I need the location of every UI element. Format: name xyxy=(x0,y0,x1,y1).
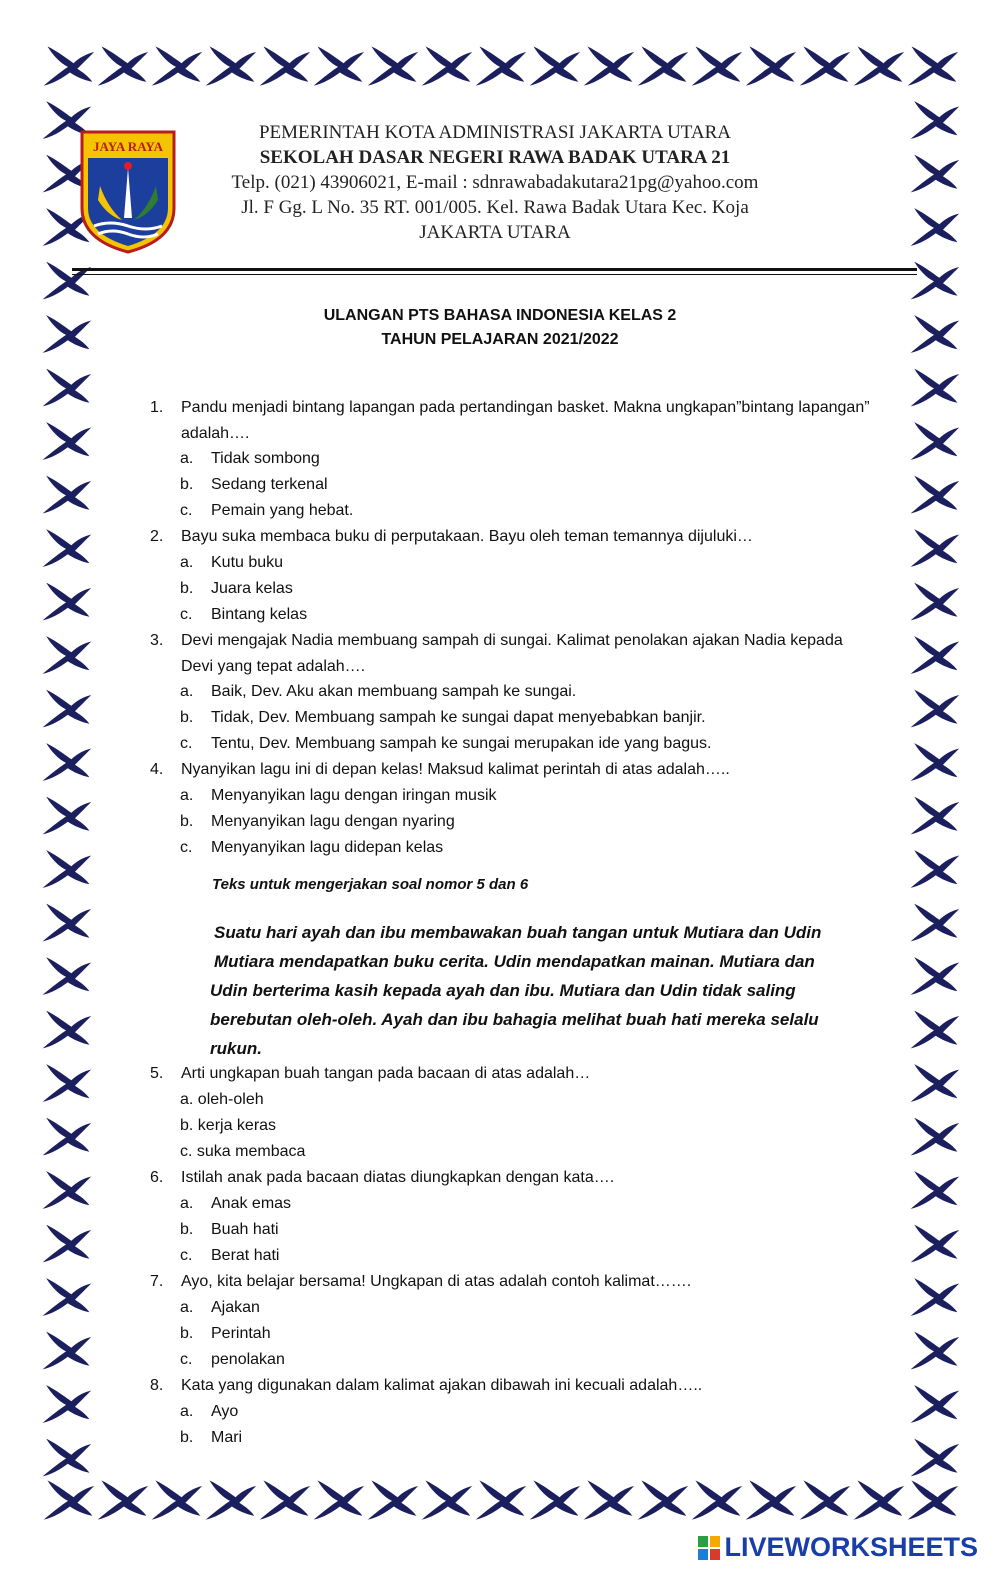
swallow-icon xyxy=(911,155,960,193)
question-number: 4. xyxy=(150,761,164,778)
question-text: Devi mengajak Nadia membuang sampah di sungai. Kalimat penolakan ajakan Nadia kepada Devi yang tepat adalah…. xyxy=(181,632,843,675)
swallow-icon xyxy=(476,1480,526,1519)
option-5b[interactable]: b. kerja keras xyxy=(180,1117,277,1134)
swallow-icon xyxy=(800,1480,850,1519)
option-text: Baik, Dev. Aku akan membuang sampah ke sungai. xyxy=(211,683,577,700)
option-5c[interactable]: c. suka membaca xyxy=(180,1143,306,1160)
option-text: Mari xyxy=(211,1429,243,1446)
option-letter: c. xyxy=(180,1247,193,1264)
swallow-icon xyxy=(746,1480,796,1519)
question-text: Arti ungkapan buah tangan pada bacaan di atas adalah… xyxy=(181,1065,591,1082)
swallow-icon xyxy=(911,797,960,835)
header-city: JAKARTA UTARA xyxy=(419,222,571,243)
swallow-icon xyxy=(206,1480,256,1519)
swallow-icon xyxy=(911,957,960,995)
option-letter: b. xyxy=(180,709,194,726)
swallow-icon xyxy=(854,1480,904,1519)
header-address: Jl. F Gg. L No. 35 RT. 001/005. Kel. Rawa Badak Utara Kec. Koja xyxy=(241,197,749,218)
option-text: Sedang terkenal xyxy=(211,476,328,493)
swallow-icon xyxy=(44,1480,94,1519)
swallow-icon xyxy=(43,476,92,514)
swallow-icon xyxy=(911,904,960,942)
swallow-icon xyxy=(43,583,92,621)
swallow-icon xyxy=(43,797,92,835)
passage-line: Mutiara mendapatkan buku cerita. Udin mendapatkan mainan. Mutiara dan xyxy=(214,952,815,971)
swallow-icon xyxy=(43,850,92,888)
option-text: Menyanyikan lagu dengan nyaring xyxy=(211,813,455,830)
swallow-icon xyxy=(43,1011,92,1049)
swallow-icon xyxy=(43,1118,92,1156)
swallow-icon xyxy=(638,1480,688,1519)
swallow-icon xyxy=(43,1439,92,1477)
option-text: Menyanyikan lagu dengan iringan musik xyxy=(211,787,497,804)
swallow-icon xyxy=(43,1278,92,1316)
jakarta-logo xyxy=(78,128,178,254)
question-number: 8. xyxy=(150,1377,164,1394)
option-letter: b. xyxy=(180,1429,194,1446)
swallow-icon xyxy=(152,46,202,85)
option-text: Tidak sombong xyxy=(211,450,320,467)
swallow-icon xyxy=(911,1171,960,1209)
exam-title-line2: TAHUN PELAJARAN 2021/2022 xyxy=(381,331,619,348)
question-number: 3. xyxy=(150,632,164,649)
option-letter: b. xyxy=(180,813,194,830)
passage-line: Udin berterima kasih kepada ayah dan ibu. Mutiara dan Udin tidak saling xyxy=(210,981,796,1000)
swallow-icon xyxy=(911,1439,960,1477)
header-divider-thick xyxy=(72,268,917,271)
swallow-icon xyxy=(911,101,960,139)
swallow-icon xyxy=(911,850,960,888)
swallow-icon xyxy=(746,46,796,85)
swallow-icon xyxy=(43,1332,92,1370)
swallow-icon xyxy=(422,1480,472,1519)
swallow-icon xyxy=(911,262,960,300)
swallow-icon xyxy=(43,315,92,353)
option-text: Kutu buku xyxy=(211,554,284,571)
option-letter: c. xyxy=(180,502,193,519)
swallow-icon xyxy=(584,46,634,85)
swallow-icon xyxy=(911,315,960,353)
question-number: 2. xyxy=(150,528,164,545)
question-text: Nyanyikan lagu ini di depan kelas! Maksud kalimat perintah di atas adalah….. xyxy=(181,761,730,778)
reading-passage xyxy=(210,918,870,1063)
question-text: Kata yang digunakan dalam kalimat ajakan dibawah ini kecuali adalah….. xyxy=(181,1377,703,1394)
option-text: Berat hati xyxy=(211,1247,280,1264)
option-letter: a. xyxy=(180,554,194,571)
swallow-icon xyxy=(368,46,418,85)
exam-title-line1: ULANGAN PTS BAHASA INDONESIA KELAS 2 xyxy=(323,307,677,324)
swallow-icon xyxy=(692,1480,742,1519)
option-letter: a. xyxy=(180,1403,194,1420)
swallow-icon xyxy=(911,1011,960,1049)
passage-line: berebutan oleh-oleh. Ayah dan ibu bahagia melihat buah hati mereka selalu xyxy=(210,1010,819,1029)
question-number: 1. xyxy=(150,399,164,416)
swallow-icon xyxy=(911,1118,960,1156)
swallow-icon xyxy=(43,957,92,995)
exam-title xyxy=(100,304,900,352)
swallow-icon xyxy=(422,46,472,85)
swallow-icon xyxy=(43,690,92,728)
swallow-icon xyxy=(911,369,960,407)
question-text: Bayu suka membaca buku di perputakaan. Bayu oleh teman temannya dijuluki… xyxy=(181,528,753,545)
swallow-icon xyxy=(911,690,960,728)
liveworksheets-logo-icon xyxy=(698,1536,720,1560)
option-text: Tidak, Dev. Membuang sampah ke sungai dapat menyebabkan banjir. xyxy=(211,709,706,726)
option-text: penolakan xyxy=(211,1351,285,1368)
question-number: 5. xyxy=(150,1065,164,1082)
header-divider-thin xyxy=(72,274,917,275)
swallow-icon xyxy=(43,1385,92,1423)
option-text: Bintang kelas xyxy=(211,606,308,623)
header-government: PEMERINTAH KOTA ADMINISTRASI JAKARTA UTARA xyxy=(258,122,731,143)
swallow-icon xyxy=(908,1480,958,1519)
question-number: 7. xyxy=(150,1273,164,1290)
swallow-icon xyxy=(911,1385,960,1423)
question-number: 6. xyxy=(150,1169,164,1186)
swallow-icon xyxy=(692,46,742,85)
option-text: Juara kelas xyxy=(211,580,293,597)
swallow-icon xyxy=(911,743,960,781)
option-text: Buah hati xyxy=(211,1221,279,1238)
swallow-icon xyxy=(911,1225,960,1263)
liveworksheets-watermark xyxy=(698,1532,978,1562)
option-letter: b. xyxy=(180,580,194,597)
question-text: Istilah anak pada bacaan diatas diungkapkan dengan kata…. xyxy=(181,1169,615,1186)
swallow-icon xyxy=(260,1480,310,1519)
logo-text: JAYA RAYA xyxy=(93,139,163,154)
swallow-icon xyxy=(638,46,688,85)
swallow-icon xyxy=(43,1064,92,1102)
option-letter: b. xyxy=(180,476,194,493)
swallow-icon xyxy=(43,636,92,674)
option-5a[interactable]: a. oleh-oleh xyxy=(180,1091,264,1108)
swallow-icon xyxy=(908,46,958,85)
option-letter: c. xyxy=(180,606,193,623)
swallow-icon xyxy=(314,1480,364,1519)
option-letter: c. xyxy=(180,735,193,752)
swallow-icon xyxy=(911,422,960,460)
option-letter: a. xyxy=(180,787,194,804)
swallow-icon xyxy=(911,636,960,674)
swallow-icon xyxy=(911,529,960,567)
option-letter: a. xyxy=(180,683,194,700)
passage-line: rukun. xyxy=(210,1039,262,1058)
swallow-icon xyxy=(152,1480,202,1519)
swallow-icon xyxy=(260,46,310,85)
option-text: Pemain yang hebat. xyxy=(211,502,354,519)
header-contact: Telp. (021) 43906021, E-mail : sdnrawabadakutara21pg@yahoo.com xyxy=(231,172,759,193)
option-letter: a. xyxy=(180,450,194,467)
swallow-icon xyxy=(43,1225,92,1263)
swallow-icon xyxy=(43,422,92,460)
swallow-icon xyxy=(911,1064,960,1102)
option-letter: b. xyxy=(180,1325,194,1342)
swallow-icon xyxy=(43,369,92,407)
swallow-icon xyxy=(911,208,960,246)
swallow-icon xyxy=(206,46,256,85)
option-text: Ajakan xyxy=(211,1299,260,1316)
option-text: Menyanyikan lagu didepan kelas xyxy=(211,839,444,856)
swallow-icon xyxy=(530,1480,580,1519)
passage-line: Suatu hari ayah dan ibu membawakan buah tangan untuk Mutiara dan Udin xyxy=(214,923,822,942)
swallow-icon xyxy=(584,1480,634,1519)
option-text: Tentu, Dev. Membuang sampah ke sungai merupakan ide yang bagus. xyxy=(211,735,712,752)
option-text: Perintah xyxy=(211,1325,271,1342)
passage-heading: Teks untuk mengerjakan soal nomor 5 dan 6 xyxy=(212,876,529,893)
swallow-icon xyxy=(43,529,92,567)
swallow-icon xyxy=(43,743,92,781)
swallow-icon xyxy=(911,583,960,621)
swallow-icon xyxy=(911,1332,960,1370)
swallow-icon xyxy=(43,1171,92,1209)
swallow-icon xyxy=(911,1278,960,1316)
swallow-icon xyxy=(314,46,364,85)
swallow-icon xyxy=(911,476,960,514)
swallow-icon xyxy=(854,46,904,85)
option-text: Anak emas xyxy=(211,1195,292,1212)
option-letter: c. xyxy=(180,1351,193,1368)
question-text: Pandu menjadi bintang lapangan pada pertandingan basket. Makna ungkapan”bintang lapangan” adalah…. xyxy=(181,399,870,442)
option-letter: a. xyxy=(180,1299,194,1316)
swallow-icon xyxy=(44,46,94,85)
swallow-icon xyxy=(530,46,580,85)
swallow-icon xyxy=(368,1480,418,1519)
option-text: Ayo xyxy=(211,1403,239,1420)
watermark-text: LIVEWORKSHEETS xyxy=(724,1532,978,1562)
question-text: Ayo, kita belajar bersama! Ungkapan di atas adalah contoh kalimat……. xyxy=(181,1273,692,1290)
swallow-icon xyxy=(800,46,850,85)
swallow-icon xyxy=(43,904,92,942)
school-header xyxy=(200,120,790,245)
header-school-name: SEKOLAH DASAR NEGERI RAWA BADAK UTARA 21 xyxy=(259,147,731,168)
swallow-icon xyxy=(98,1480,148,1519)
swallow-icon xyxy=(98,46,148,85)
swallow-icon xyxy=(476,46,526,85)
option-letter: c. xyxy=(180,839,193,856)
option-letter: b. xyxy=(180,1221,194,1238)
option-letter: a. xyxy=(180,1195,194,1212)
